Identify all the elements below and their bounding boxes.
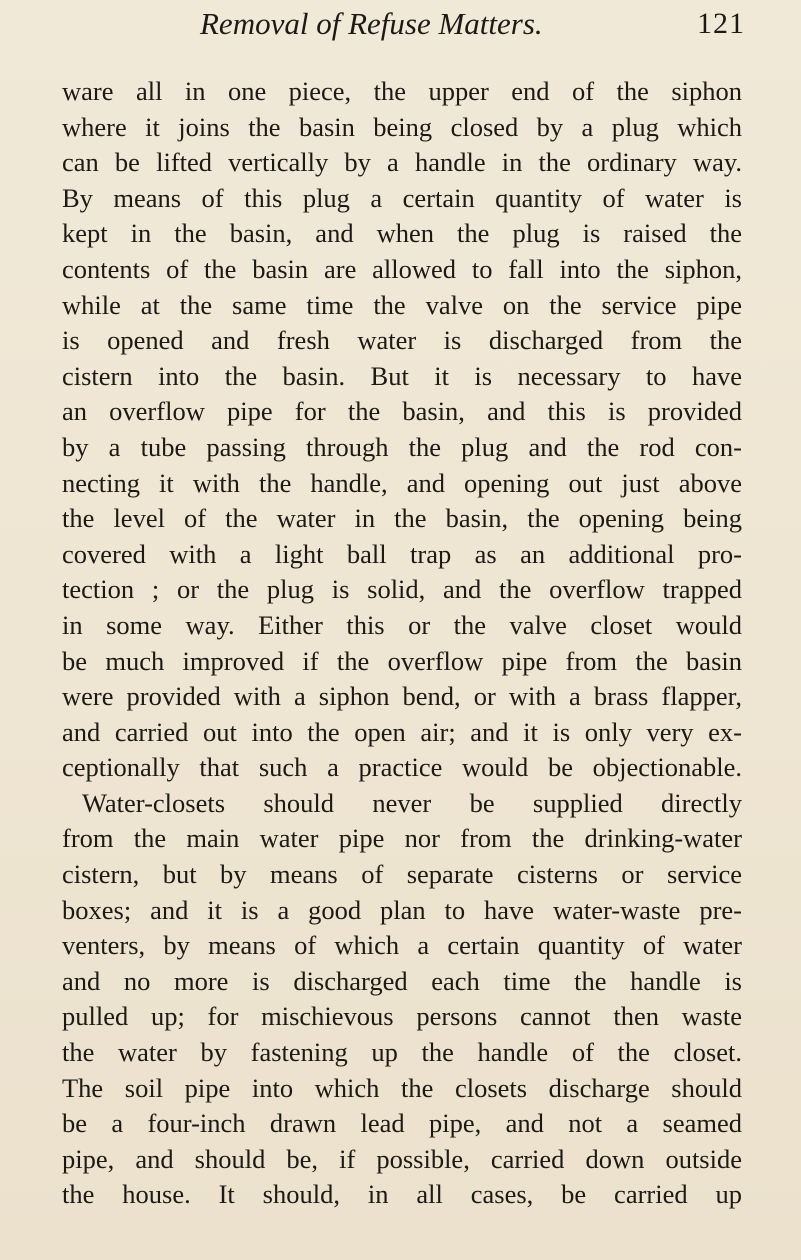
- text-line: contents of the basin are allowed to fall into the siphon,: [62, 253, 742, 284]
- text-line: be much improved if the overflow pipe from the basin: [62, 645, 742, 676]
- text-line: can be lifted vertically by a handle in the ordinary way.: [62, 147, 742, 178]
- text-line: be a four-inch drawn lead pipe, and not a seamed: [62, 1108, 742, 1139]
- text-line: boxes; and it is a good plan to have water-waste pre-: [62, 894, 742, 925]
- text-line: the house. It should, in all cases, be carried up: [62, 1179, 742, 1210]
- text-line: while at the same time the valve on the service pipe: [62, 289, 742, 320]
- text-line: The soil pipe into which the closets discharge should: [62, 1072, 742, 1103]
- text-line: kept in the basin, and when the plug is raised the: [62, 218, 742, 249]
- text-line: pipe, and should be, if possible, carried down outside: [62, 1143, 742, 1174]
- text-line: in some way. Either this or the valve closet would: [62, 609, 742, 640]
- text-line: where it joins the basin being closed by a plug which: [62, 111, 742, 142]
- text-line: pulled up; for mischievous persons cannot then waste: [62, 1001, 742, 1032]
- text-line: from the main water pipe nor from the drinking-water: [62, 823, 742, 854]
- text-line: venters, by means of which a certain quantity of water: [62, 930, 742, 961]
- text-line: tection ; or the plug is solid, and the overflow trapped: [62, 574, 742, 605]
- text-line: By means of this plug a certain quantity of water is: [62, 182, 742, 213]
- text-line: were provided with a siphon bend, or with a brass flapper,: [62, 681, 742, 712]
- text-line: and no more is discharged each time the handle is: [62, 965, 742, 996]
- paragraph-first-line: Water-closets should never be supplied directly: [82, 787, 742, 818]
- text-line: and carried out into the open air; and it is only very ex-: [62, 716, 742, 747]
- page-number: 121: [697, 7, 745, 40]
- text-line: cistern, but by means of separate cisterns or service: [62, 859, 742, 890]
- text-line: an overflow pipe for the basin, and this is provided: [62, 396, 742, 427]
- text-line: covered with a light ball trap as an additional pro-: [62, 538, 742, 569]
- text-line: ware all in one piece, the upper end of the siphon: [62, 76, 742, 106]
- text-line: the water by fastening up the handle of the closet.: [62, 1037, 742, 1068]
- body-text: [62, 74, 742, 1213]
- running-title: Removal of Refuse Matters.: [200, 6, 543, 41]
- text-line: ceptionally that such a practice would be objectionable.: [62, 752, 742, 783]
- text-line: the level of the water in the basin, the opening being: [62, 503, 742, 534]
- text-line: cistern into the basin. But it is necessary to have: [62, 360, 742, 391]
- text-line: necting it with the handle, and opening out just above: [62, 467, 742, 498]
- text-line: is opened and fresh water is discharged from the: [62, 325, 742, 356]
- text-line: by a tube passing through the plug and the rod con-: [62, 431, 742, 462]
- running-head: [0, 4, 801, 48]
